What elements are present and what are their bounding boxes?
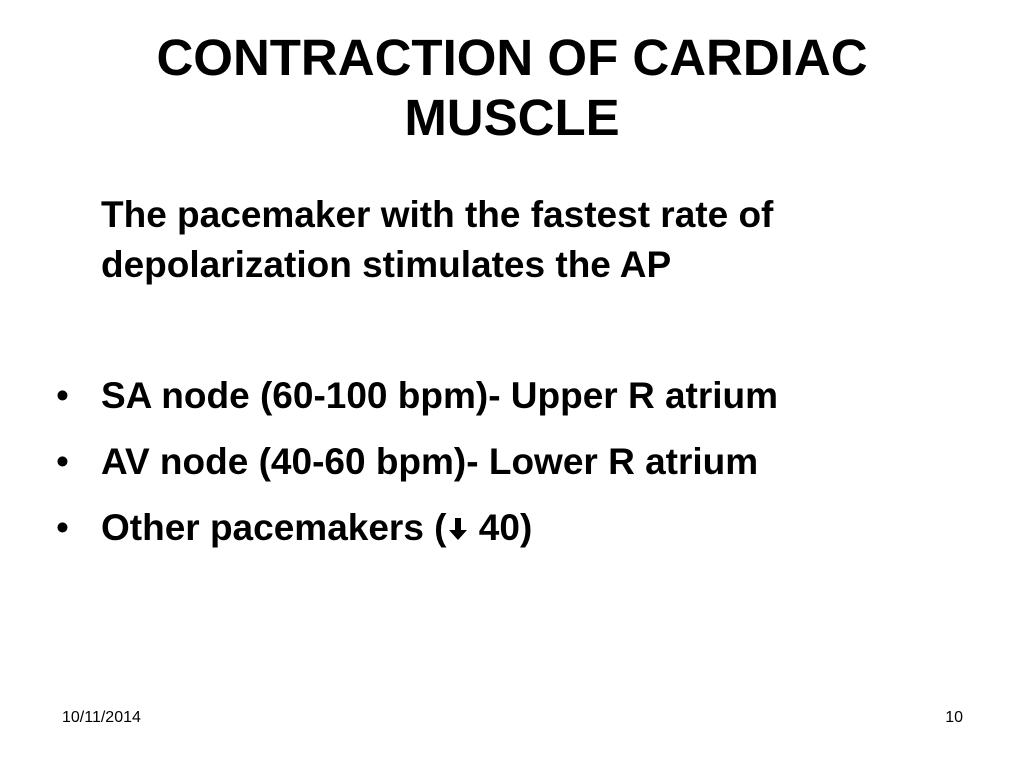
intro-text: [101, 190, 981, 290]
intro-line-2: depolarization stimulates the AP: [101, 244, 672, 285]
footer-page-number: 10: [945, 709, 963, 726]
bullet-marker: •: [56, 375, 69, 416]
bullet-text-av-node: AV node (40-60 bpm)- Lower R atrium: [101, 441, 759, 482]
bullet-text-other-suffix: 40): [468, 507, 533, 548]
intro-line-1: The pacemaker with the fastest rate of: [101, 194, 774, 235]
bullet-item-sa-node: [56, 374, 976, 418]
footer-date: 10/11/2014: [62, 709, 141, 726]
bullet-item-av-node: [56, 440, 976, 484]
bullet-text-other-prefix: Other pacemakers (: [101, 507, 447, 548]
bullet-text-sa-node: SA node (60-100 bpm)- Upper R atrium: [101, 375, 779, 416]
bullet-item-other-pacemakers: [56, 506, 976, 550]
bullet-marker: •: [56, 507, 69, 548]
bullet-list: [56, 374, 976, 572]
slide-title-line-1: CONTRACTION OF CARDIAC: [156, 29, 868, 86]
slide-title-line-2: MUSCLE: [404, 89, 620, 146]
bullet-marker: •: [56, 441, 69, 482]
down-arrow-icon: [447, 506, 469, 550]
slide-title: [40, 28, 984, 148]
